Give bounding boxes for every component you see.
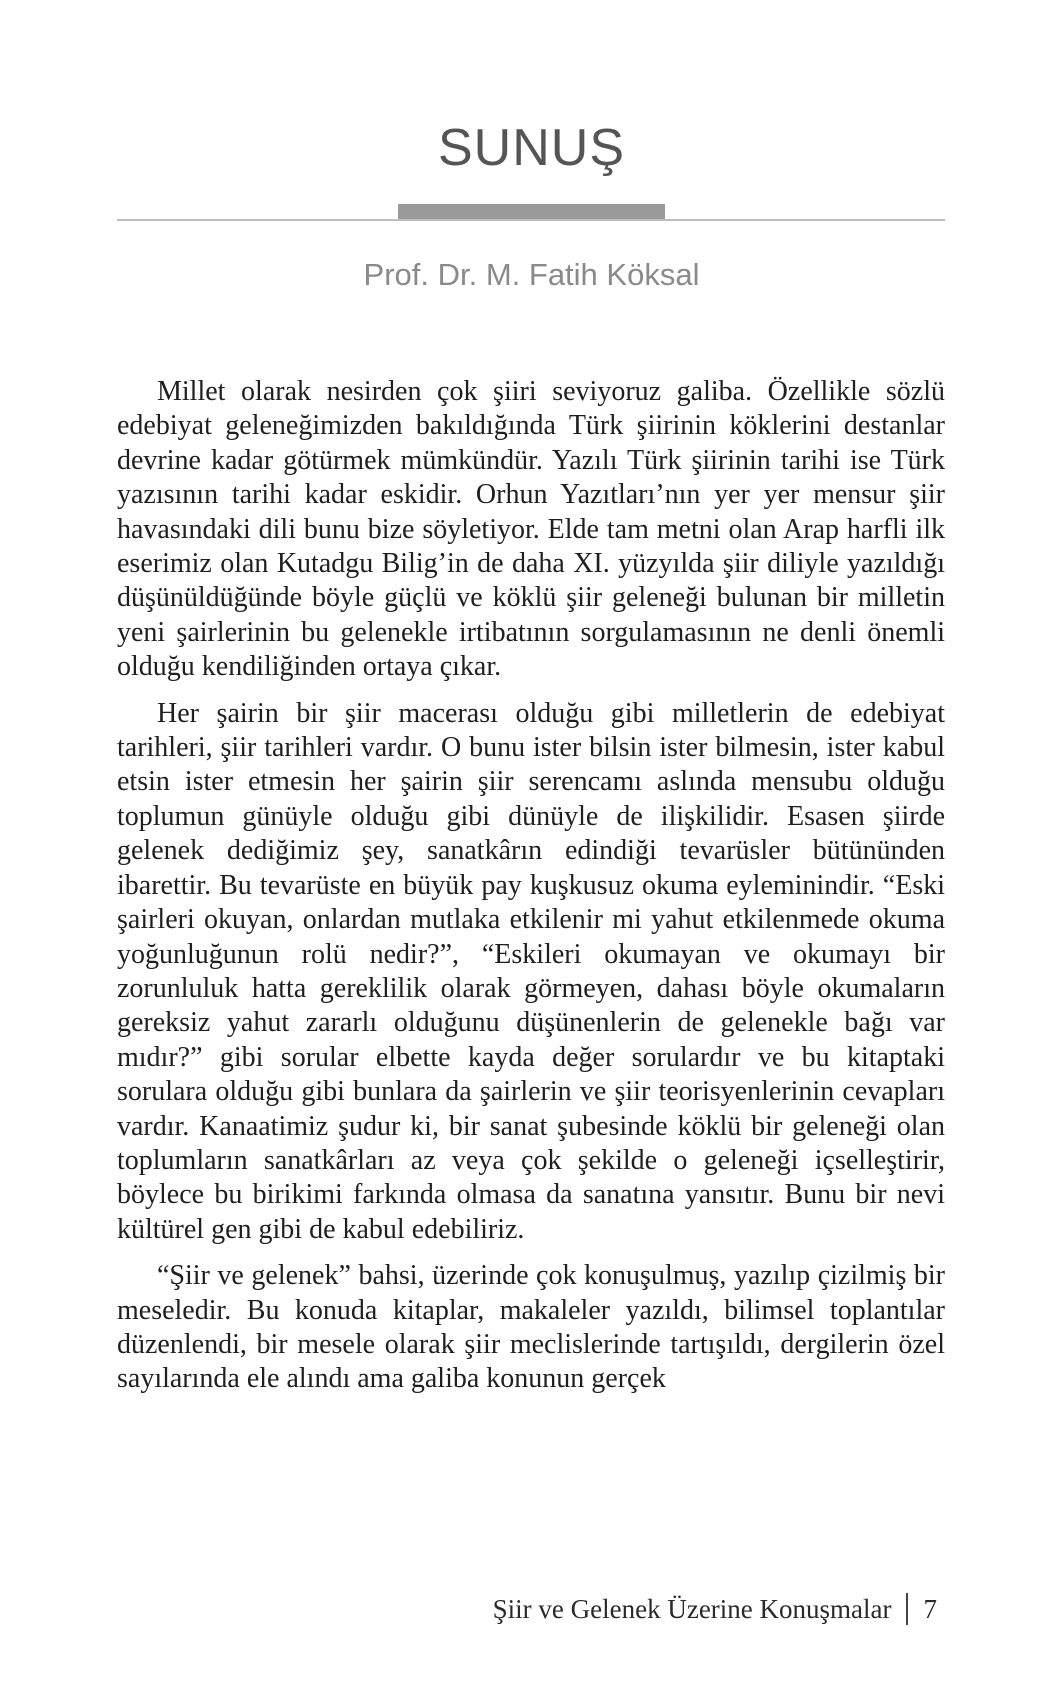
author-name: Prof. Dr. M. Fatih Köksal — [363, 257, 700, 292]
page-number: 7 — [923, 1593, 937, 1624]
page-title: SUNUŞ — [437, 119, 626, 177]
paragraph: Her şairin bir şiir macerası olduğu gibi milletlerin de edebiyat tarihleri, şiir tarihleri vardır. O bunu ister bilsin ister bilmesin, ister kabul etsin ister etmesin her şairin şiir serencamı aslında mensubu olduğu toplumun günüyle olduğu gibi dünüyle de ilişkilidir. Esasen şiirde gelenek dediğimiz şey, sanatkârın edindiği tevarüsler bütününden ibarettir. Bu tevarüste en büyük pay kuşkusuz okuma eyleminindir. “Eski şairleri okuyan, onlardan mutlaka etkilenir mi yahut etkilenmede okuma yoğunluğunun rolü nedir?”, “Eskileri okumayan ve okumayı bir zorunluluk hatta gereklilik olarak görmeyen, dahası böyle okumaların gereksiz yahut zararlı olduğunu düşünenlerin de gelenekle bağı var mıdır?” gibi sorular elbette kayda değer sorulardır ve bu kitaptaki sorulara olduğu gibi bunlara da şairlerin ve şiir teorisyenlerinin cevapları vardır. Kanaatimiz şudur ki, bir sanat şubesinde köklü bir geleneği olan toplumların sanatkârları az veya çok şekilde o geleneği içselleştirir, böylece bu birikimi farkında olmasa da sanatına yansıtır. Bunu bir nevi kültürel gen gibi de kabul edebiliriz. — [117, 697, 945, 1245]
footer-separator — [906, 1593, 908, 1625]
page-footer — [493, 1593, 937, 1625]
body-text — [117, 375, 945, 1409]
paragraph: Millet olarak nesirden çok şiiri seviyoruz galiba. Özellikle sözlü edebiyat geleneğimizden bakıldığında Türk şiirinin köklerini destanlar devrine kadar götürmek mümkündür. Yazılı Türk şiirinin tarihi ise Türk yazısının tarihi kadar eskidir. Orhun Yazıtları’nın yer yer mensur şiir havasındaki dili bunu bize söyletiyor. Elde tam metni olan Arap harfli ilk eserimiz olan Kutadgu Bilig’in de daha XI. yüzyılda şiir diliyle yazıldığı düşünüldüğünde böyle güçlü ve köklü şiir geleneği bulunan bir milletin yeni şairlerinin bu gelenekle irtibatının sorgulamasının ne denli önemli olduğu kendiliğinden ortaya çıkar. — [117, 376, 945, 683]
title-divider-line — [117, 219, 945, 221]
running-footer-title: Şiir ve Gelenek Üzerine Konuşmalar — [492, 1593, 892, 1624]
paragraph: “Şiir ve gelenek” bahsi, üzerinde çok konuşulmuş, yazılıp çizilmiş bir meseledir. Bu konuda kitaplar, makaleler yazıldı, bilimsel toplantılar düzenlendi, bir mesele olarak şiir meclislerinde tartışıldı, dergilerin özel sayılarında ele alındı ama galiba konunun gerçek — [117, 1260, 945, 1395]
